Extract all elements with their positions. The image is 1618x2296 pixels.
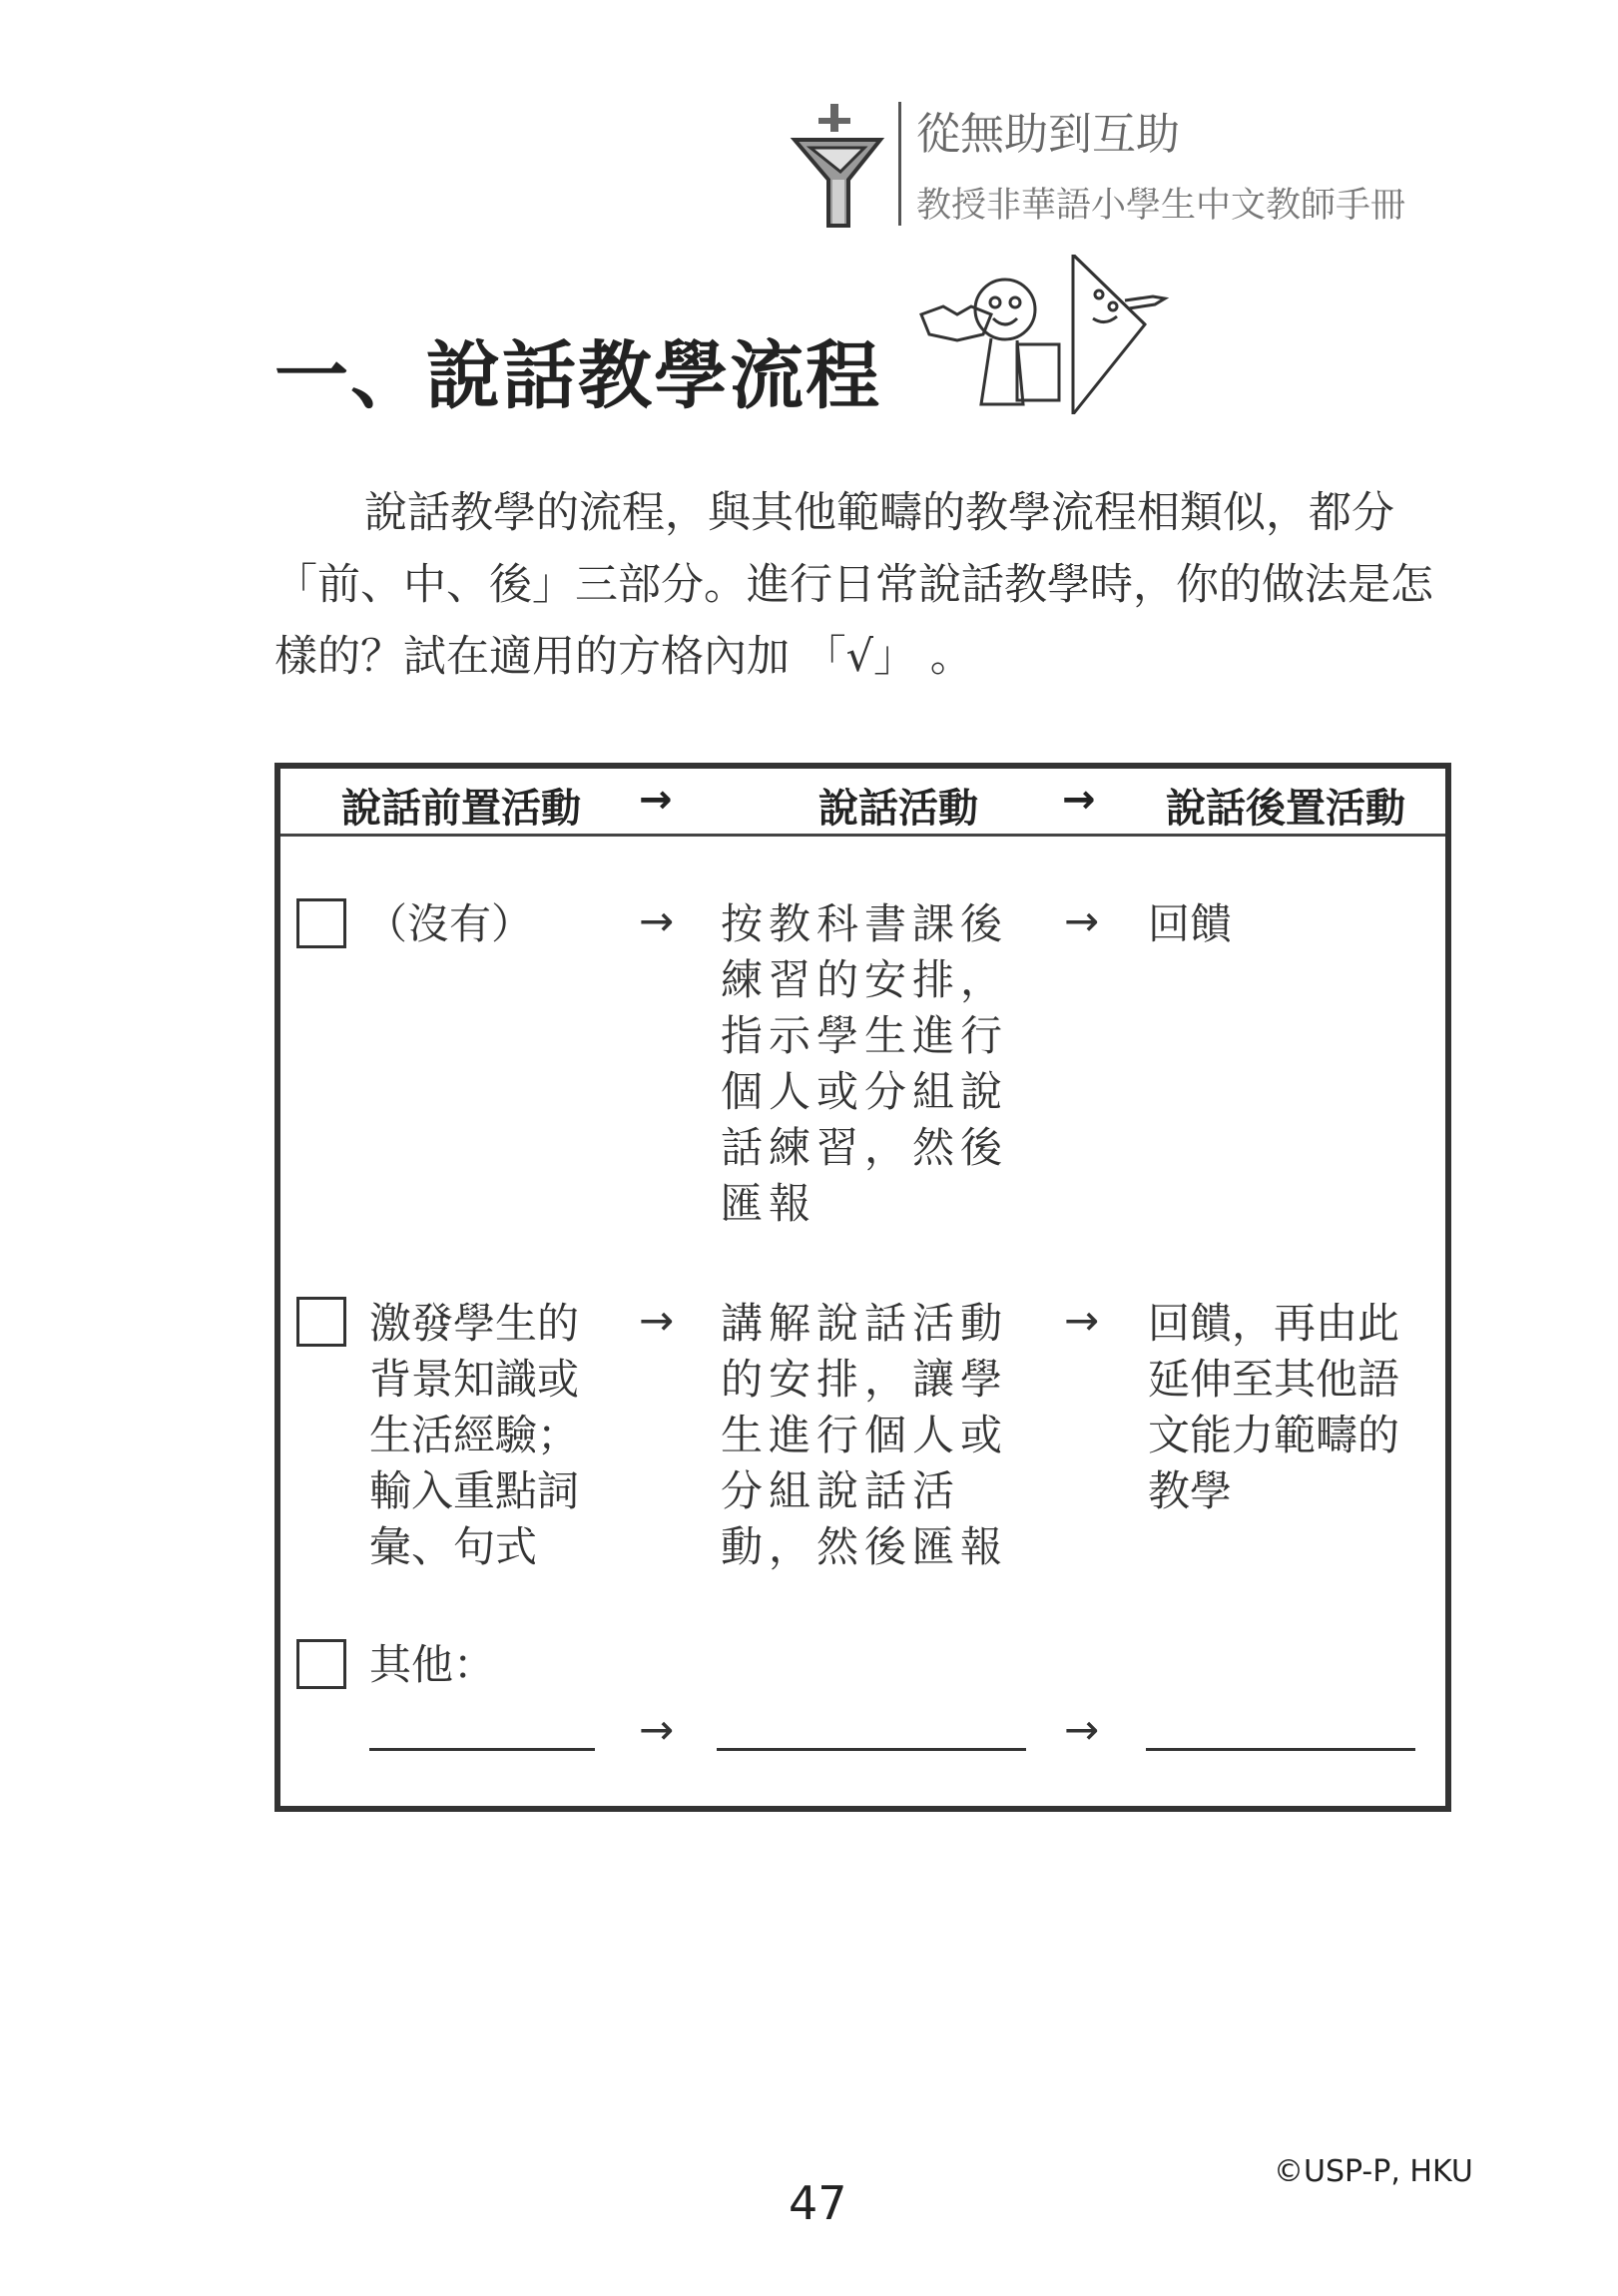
row3-arrow-1: →	[639, 1705, 675, 1754]
page-number: 47	[789, 2176, 847, 2230]
row3-arrow-2: →	[1064, 1705, 1100, 1754]
row1-pre-text: （沒有）	[365, 899, 534, 948]
book-logo-icon	[789, 100, 888, 230]
intro-text: 說話教學的流程，與其他範疇的教學流程相類似，都分「前、中、後」三部分。進行日常說話教學時，你的做法是怎樣的？試在適用的方格內加 「√」 。	[274, 488, 1433, 682]
checkbox-option-other[interactable]	[296, 1639, 346, 1689]
header-divider	[898, 102, 901, 226]
row1-post-text: 回饋	[1148, 899, 1233, 948]
blank-line-post[interactable]	[1146, 1748, 1415, 1751]
table-header-divider	[280, 834, 1445, 837]
blank-line-during[interactable]	[717, 1748, 1026, 1751]
row2-post-text: 回饋，再由此 延伸至其他語 文能力範疇的 教學	[1148, 1299, 1400, 1515]
row1-arrow-2: →	[1064, 896, 1100, 945]
row2-arrow-2: →	[1064, 1296, 1100, 1345]
book-title: 從無助到互助	[916, 109, 1180, 160]
mascot-illustration-icon	[913, 255, 1173, 414]
section-title: 一、說話教學流程	[274, 333, 881, 419]
checkbox-option-1[interactable]	[296, 898, 346, 948]
header-arrow-2: →	[1062, 777, 1096, 823]
header-arrow-1: →	[639, 777, 673, 823]
row1-during-text: 按教科書課後 練習的安排， 指示學生進行 個人或分組說 話練習，然後 匯報	[721, 899, 1009, 1228]
row1-arrow-1: →	[639, 896, 675, 945]
column-header-post: 說話後置活動	[1166, 786, 1405, 832]
row2-pre-text: 激發學生的 背景知識或 生活經驗； 輸入重點詞 彙、句式	[369, 1299, 580, 1571]
column-header-during: 說話活動	[818, 786, 978, 832]
row2-arrow-1: →	[639, 1296, 675, 1345]
book-subtitle: 教授非華語小學生中文教師手冊	[916, 186, 1406, 226]
row3-pre-label: 其他：	[369, 1640, 496, 1689]
blank-line-pre[interactable]	[369, 1748, 595, 1751]
copyright-notice: ©USP-P, HKU	[1274, 2154, 1473, 2189]
checkbox-option-2[interactable]	[296, 1297, 346, 1347]
column-header-pre: 說話前置活動	[341, 786, 581, 832]
intro-paragraph	[274, 477, 1457, 693]
row2-during-text: 講解說話活動 的安排，讓學 生進行個人或 分組說話活 動，然後匯報	[721, 1299, 1009, 1571]
